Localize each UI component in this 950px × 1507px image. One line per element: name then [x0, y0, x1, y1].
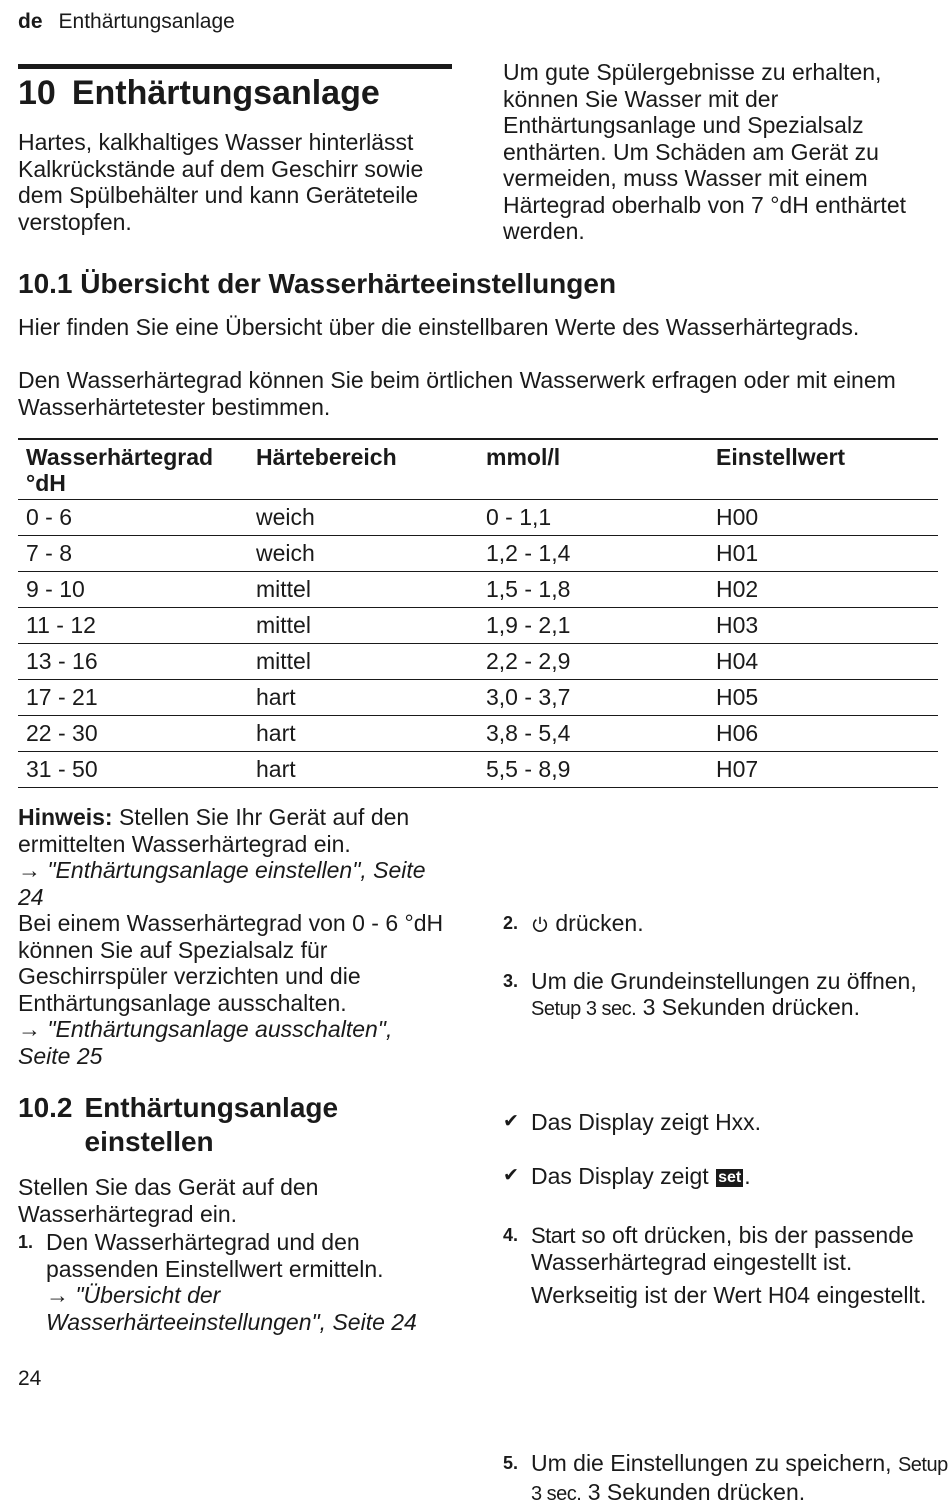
table-cell: H01 — [708, 536, 938, 572]
table-cell: 0 - 1,1 — [478, 500, 708, 536]
section-10-intro-left: Hartes, kalkhaltiges Wasser hinterlässt Kalkrückstände auf dem Geschirr sowie dem Spülbehälter und kann Geräteteile verstopfen. — [18, 129, 424, 235]
step-3 — [503, 968, 939, 1023]
table-cell: H05 — [708, 680, 938, 716]
display-set-symbol: set — [718, 1169, 742, 1186]
table-cell: H02 — [708, 572, 938, 608]
section-rule — [18, 64, 452, 69]
table-cell: hart — [248, 716, 478, 752]
step-2 — [503, 910, 939, 937]
note-block — [18, 804, 448, 1069]
table-row — [18, 644, 938, 680]
table-cell: H07 — [708, 752, 938, 788]
section-10-1-number: 10.1 — [18, 268, 73, 299]
cross-reference-link[interactable] — [18, 857, 448, 910]
step-number: 4. — [503, 1224, 519, 1245]
step-number: 5. — [503, 1453, 519, 1473]
language-code: de — [18, 10, 43, 33]
setup-button-label: Setup 3 sec. — [531, 998, 637, 1020]
step-5-text-post: 3 Sekunden drücken. — [587, 1478, 806, 1505]
step-2-text: drücken. — [555, 910, 644, 936]
table-cell: weich — [248, 536, 478, 572]
step-5-text-pre: Um die Einstellungen zu speichern, — [531, 1450, 892, 1476]
running-header-title: Enthärtungsanlage — [58, 10, 235, 33]
section-10-number: 10 — [18, 74, 56, 112]
section-10-heading — [18, 73, 458, 113]
note-paragraph — [18, 804, 448, 857]
table-cell: H06 — [708, 716, 938, 752]
table-cell: H00 — [708, 500, 938, 536]
step-1-text: Den Wasserhärtegrad und den passenden Einstellwert ermitteln. — [46, 1229, 384, 1282]
step-1-link: "Übersicht der Wasserhärteeinstellungen", Seite 24 — [46, 1282, 417, 1335]
table-cell: 2,2 - 2,9 — [478, 644, 708, 680]
result-2-text: Das Display zeigt — [531, 1163, 709, 1189]
section-10-2-intro: Stellen Sie das Gerät auf den Wasserhärtegrad ein. — [18, 1174, 319, 1227]
arrow-right-icon: → — [46, 1282, 69, 1308]
table-cell: 17 - 21 — [18, 680, 248, 716]
note-link-2: "Enthärtungsanlage ausschalten", Seite 25 — [18, 1016, 393, 1069]
water-hardness-table — [18, 438, 938, 788]
section-10-intro-right: Um gute Spülergebnisse zu erhalten, können Sie Wasser mit der Enthärtungsanlage und Spezialsalz enthärten. Um Schäden am Gerät zu vermeiden, muss Wasser mit einem Härtegrad oberhalb von 7 °dH enthärtet werden. — [503, 59, 907, 244]
step-4-note: Werkseitig ist der Wert H04 eingestellt. — [531, 1281, 927, 1308]
note-label: Hinweis: — [18, 804, 113, 830]
section-10-1-title: Übersicht der Wasserhärteeinstellungen — [80, 268, 617, 299]
note-link-1: "Enthärtungsanlage einstellen", Seite 24 — [18, 857, 426, 910]
step-5 — [503, 1450, 950, 1507]
table-cell: mittel — [248, 608, 478, 644]
step-number: 2. — [503, 913, 519, 933]
table-cell: 3,8 - 5,4 — [478, 716, 708, 752]
table-cell: 1,5 - 1,8 — [478, 572, 708, 608]
table-row — [18, 608, 938, 644]
table-cell: 3,0 - 3,7 — [478, 680, 708, 716]
table-row — [18, 500, 938, 536]
section-10-title: Enthärtungsanlage — [71, 74, 380, 112]
arrow-right-icon: → — [18, 857, 41, 883]
arrow-right-icon: → — [18, 1016, 41, 1042]
section-10-2-title: Enthärtungsanlage einstellen — [84, 1092, 339, 1157]
table-header-cell: Härtebereich — [248, 439, 478, 500]
table-cell: 1,9 - 2,1 — [478, 608, 708, 644]
table-row — [18, 752, 938, 788]
section-10-2-heading — [18, 1091, 438, 1159]
table-cell: H04 — [708, 644, 938, 680]
step-number: 3. — [503, 970, 519, 991]
table-cell: 0 - 6 — [18, 500, 248, 536]
table-cell: mittel — [248, 644, 478, 680]
cross-reference-link[interactable] — [46, 1282, 448, 1335]
table-cell: hart — [248, 680, 478, 716]
result-2 — [503, 1163, 939, 1190]
table-cell: 31 - 50 — [18, 752, 248, 788]
table-cell: 13 - 16 — [18, 644, 248, 680]
step-1 — [18, 1229, 448, 1335]
result-2-period: . — [744, 1163, 751, 1189]
result-1-text: Das Display zeigt Hxx. — [531, 1108, 762, 1135]
table-row — [18, 572, 938, 608]
table-row — [18, 716, 938, 752]
power-icon — [531, 915, 549, 933]
table-cell: 11 - 12 — [18, 608, 248, 644]
table-cell: mittel — [248, 572, 478, 608]
table-cell: 7 - 8 — [18, 536, 248, 572]
table-cell: weich — [248, 500, 478, 536]
table-cell: 22 - 30 — [18, 716, 248, 752]
note-text-2: Bei einem Wasserhärtegrad von 0 - 6 °dH können Sie auf Spezialsalz für Geschirrspüler verzichten und die Enthärtungsanlage ausschalten. — [18, 910, 444, 1016]
table-cell: 5,5 - 8,9 — [478, 752, 708, 788]
table-header-cell: mmol/l — [478, 439, 708, 500]
table-cell: 1,2 - 1,4 — [478, 536, 708, 572]
step-number: 1. — [18, 1232, 34, 1252]
running-header — [18, 9, 235, 35]
table-row — [18, 680, 938, 716]
result-1 — [503, 1109, 939, 1136]
table-header-row — [18, 439, 938, 500]
table-cell: 9 - 10 — [18, 572, 248, 608]
check-mark-icon: ✔ — [503, 1165, 519, 1186]
page-number: 24 — [18, 1367, 42, 1390]
check-mark-icon: ✔ — [503, 1110, 519, 1132]
cross-reference-link[interactable] — [18, 1016, 448, 1069]
step-4 — [503, 1222, 939, 1309]
section-10-1-para2: Den Wasserhärtegrad können Sie beim örtlichen Wasserwerk erfragen oder mit einem Wasserhärtetester bestimmen. — [18, 367, 896, 420]
section-10-1-heading — [18, 267, 938, 301]
table-body — [18, 500, 938, 788]
step-3-text-post: 3 Sekunden drücken. — [642, 994, 860, 1020]
table-header-cell: Wasserhärtegrad °dH — [18, 439, 248, 500]
note-text-1: Stellen Sie Ihr Gerät auf den ermittelten Wasserhärtegrad ein. — [18, 804, 410, 857]
step-3-text-pre: Um die Grundeinstellungen zu öffnen, — [531, 967, 917, 994]
table-cell: hart — [248, 752, 478, 788]
section-10-1-para1: Hier finden Sie eine Übersicht über die einstellbaren Werte des Wasserhärtegrads. — [18, 314, 860, 340]
section-10-2-number: 10.2 — [18, 1092, 73, 1123]
step-4-text: so oft drücken, bis der passende Wasserhärtegrad eingestellt ist. — [531, 1221, 914, 1275]
table-cell: H03 — [708, 608, 938, 644]
table-header-cell: Einstellwert — [708, 439, 938, 500]
setup-button-label: Setup 3 sec. — [531, 1454, 948, 1505]
start-button-label: Start — [531, 1222, 575, 1248]
table-row — [18, 536, 938, 572]
